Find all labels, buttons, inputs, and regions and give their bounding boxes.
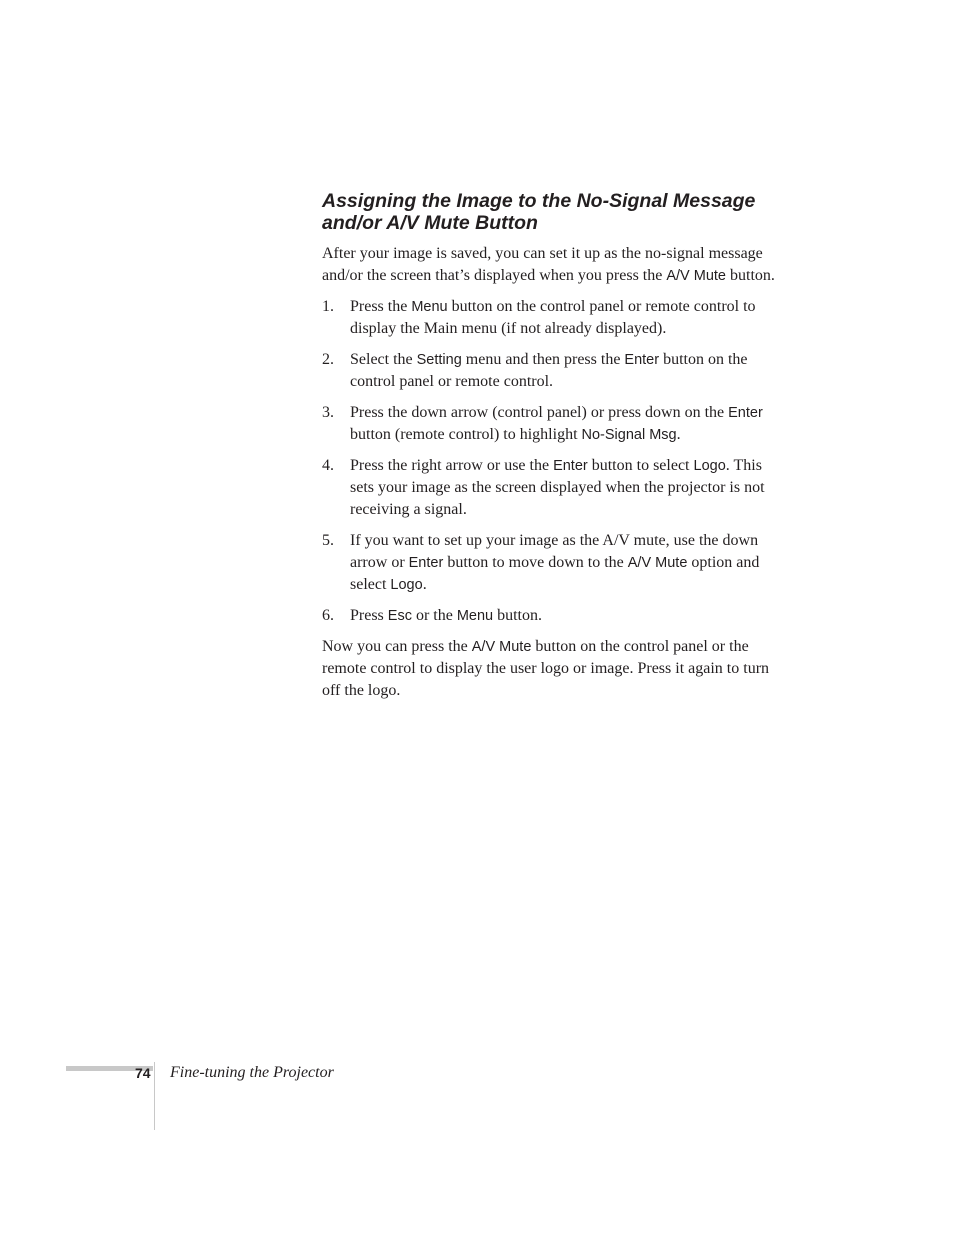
intro-paragraph	[322, 243, 788, 287]
footer-vertical-rule	[154, 1062, 155, 1130]
ui-term: No-Signal Msg	[581, 427, 677, 443]
step-number: 4.	[322, 457, 334, 474]
ui-term: Enter	[553, 458, 588, 474]
step-number: 6.	[322, 607, 334, 624]
text: Press the down arrow (control panel) or press down on the	[350, 404, 729, 421]
text: After your image is saved, you can set it up as the no-signal message and/or the screen that’s displayed when you press the	[322, 245, 763, 284]
list-item	[322, 296, 788, 340]
text: button.	[726, 267, 775, 284]
text: or the	[411, 607, 457, 624]
text: .	[422, 576, 427, 593]
steps-list	[322, 296, 788, 627]
text: Press the right arrow or use the	[350, 457, 554, 474]
text: Press	[350, 607, 388, 624]
list-item	[322, 349, 788, 393]
list-item	[322, 530, 788, 596]
text: Select the	[350, 351, 417, 368]
step-number: 1.	[322, 298, 334, 315]
text: button on the control panel or the remote control to display the user logo or image. Press it again to turn off the logo.	[322, 638, 770, 699]
section-heading: Assigning the Image to the No-Signal Message and/or A/V Mute Button	[322, 190, 756, 234]
text: If you want to set up your image as the A/V mute, use the down arrow or	[350, 532, 759, 571]
ui-term: A/V Mute	[666, 268, 726, 284]
text: button to select	[587, 457, 694, 474]
text: button on the control panel or remote control.	[350, 351, 748, 390]
list-item	[322, 605, 788, 627]
list-item	[322, 455, 788, 521]
text: option and select	[350, 554, 760, 593]
text: button on the control panel or remote control to display the Main menu (if not already displayed).	[350, 298, 756, 337]
ui-term: Menu	[456, 608, 494, 624]
main-content	[322, 190, 788, 711]
ui-term: A/V Mute	[471, 639, 532, 655]
step-number: 5.	[322, 532, 334, 549]
footer-section-title: Fine-tuning the Projector	[170, 1064, 334, 1081]
text: . This sets your image as the screen displayed when the projector is not receiving a signal.	[350, 457, 765, 518]
text: button (remote control) to highlight	[350, 426, 582, 443]
step-number: 2.	[322, 351, 334, 368]
list-item	[322, 402, 788, 446]
text: menu and then press the	[461, 351, 625, 368]
text: Now you can press the	[322, 638, 472, 655]
text: Press the	[350, 298, 412, 315]
ui-term: Esc	[387, 608, 412, 624]
ui-term: Enter	[624, 352, 660, 368]
ui-term: Menu	[411, 299, 448, 315]
ui-term: Enter	[728, 405, 763, 421]
text: button to move down to the	[443, 554, 628, 571]
ui-term: A/V Mute	[627, 555, 688, 571]
text: .	[676, 426, 681, 443]
ui-term: Setting	[416, 352, 462, 368]
closing-paragraph	[322, 636, 788, 702]
ui-term: Enter	[408, 555, 444, 571]
ui-term: Logo	[693, 458, 726, 474]
page-number: 74	[135, 1065, 151, 1081]
ui-term: Logo	[390, 577, 423, 593]
step-number: 3.	[322, 404, 334, 421]
text: button.	[493, 607, 542, 624]
